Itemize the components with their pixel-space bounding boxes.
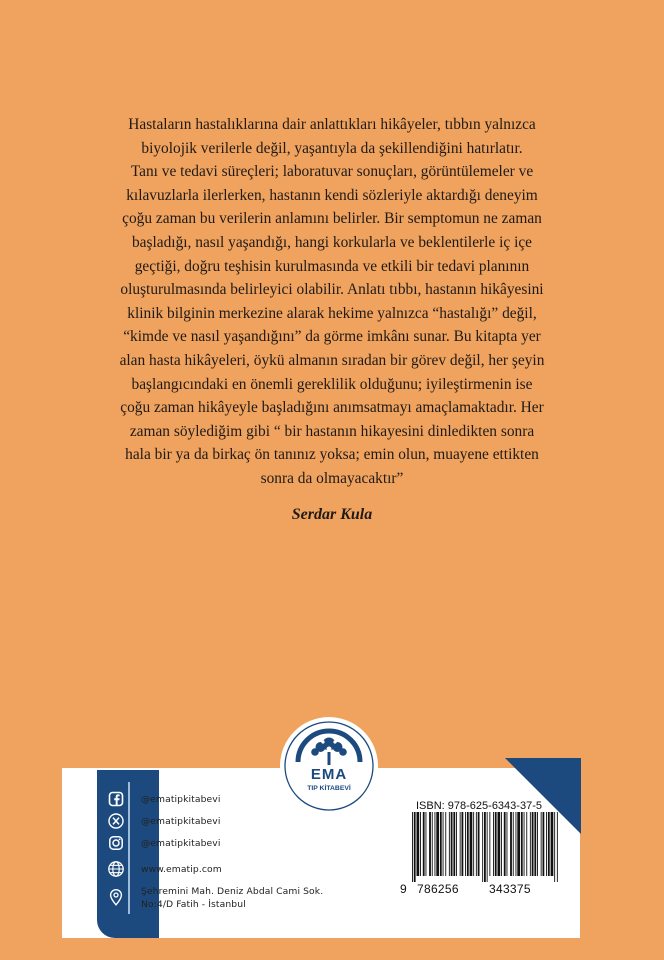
facebook-icon — [106, 789, 126, 809]
isbn-label: ISBN: 978-625-6343-37-5 — [416, 800, 542, 812]
blurb-line: çoğu zaman bu verilerin anlamını belirler. Bir semptomun ne zaman — [122, 210, 542, 228]
back-cover-blurb — [78, 113, 586, 491]
blurb-line: kılavuzlarla ilerlerken, hastanın kendi sözleriyle aktardığı deneyim — [126, 186, 538, 204]
publisher-logo — [265, 716, 393, 816]
blurb-line: başladığı, nasıl yaşandığı, hangi korkularla ve beklentilerle iç içe — [131, 233, 533, 251]
blurb-line: Hastaların hastalıklarına dair anlattıkları hikâyeler, tıbbın yalnızca — [128, 116, 536, 133]
author-name: Serdar Kula — [291, 506, 373, 523]
sidebar-divider-line — [128, 782, 130, 914]
blurb-line: alan hasta hikâyeleri, öykü almanın sıradan bir görev değil, her şeyin — [119, 351, 545, 369]
blurb-line: Tanı ve tedavi süreçleri; laboratuvar sonuçları, görüntülemeler ve — [130, 163, 534, 181]
location-pin-icon — [106, 887, 126, 907]
isbn-digits-right: 343375 — [489, 882, 531, 896]
logo-text: EMA — [310, 766, 348, 783]
blurb-line: hala bir ya da birkaç ön tanınız yoksa; emin olun, muayene ettikten — [125, 446, 539, 464]
globe-icon — [106, 859, 126, 879]
isbn-barcode — [410, 812, 560, 882]
address-line-2: No:4/D Fatih - İstanbul — [141, 899, 246, 910]
blurb-line: çoğu zaman hikâyeyle başladığını anımsatmayı amaçlamaktadır. Her — [120, 399, 544, 417]
facebook-handle: @ematipkitabevi — [141, 794, 221, 805]
x-handle: @ematipkitabevi — [141, 816, 221, 827]
address-line-1: Şehremini Mah. Deniz Abdal Cami Sok. — [141, 886, 324, 897]
instagram-handle: @ematipkitabevi — [141, 838, 221, 849]
x-twitter-icon — [106, 811, 126, 831]
blurb-line: başlangıcındaki en önemli gereklilik olduğunu; iyileştirmenin ise — [131, 375, 533, 393]
isbn-digits-left: 786256 — [417, 882, 459, 896]
isbn-digit-first: 9 — [400, 882, 407, 896]
blurb-line: geçtiği, doğru teşhisin kurulmasında ve etkili bir tedavi planının — [134, 257, 530, 275]
blurb-line: zaman söylediğim gibi “ bir hastanın hikayesini dinledikten sonra — [129, 422, 535, 440]
blurb-line: klinik bilginin merkezine alarak hekime yalnızca “hastalığı” değil, — [127, 304, 537, 322]
logo-subtext: TIP KİTABEVİ — [307, 785, 351, 792]
blurb-line: “kimde ve nasıl yaşandığını” da görme imkânı sunar. Bu kitapta yer — [123, 328, 541, 346]
blurb-line: sonra da olmayacaktır” — [260, 469, 404, 487]
website-url: www.ematip.com — [141, 864, 222, 875]
blurb-line: biyolojik verilerle değil, yaşantıyla da şekillendiğini hatırlatır. — [141, 139, 523, 157]
instagram-icon — [106, 833, 126, 853]
blurb-line: oluşturulmasında belirleyici olabilir. Anlatı tıbbı, hastanın hikâyesini — [120, 281, 544, 299]
